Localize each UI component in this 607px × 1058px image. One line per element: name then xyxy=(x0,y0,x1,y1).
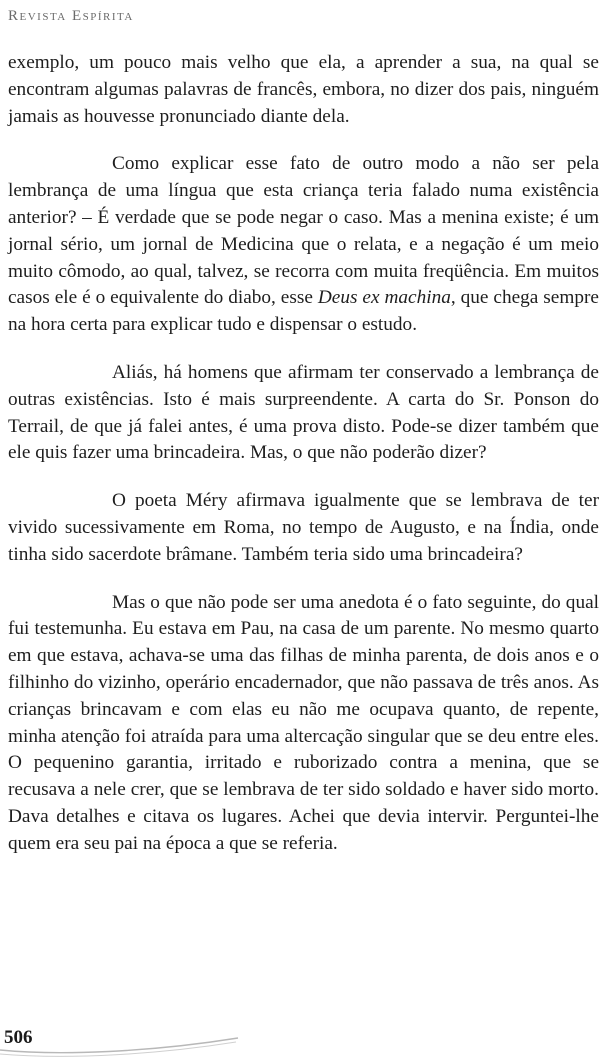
paragraph-1: exemplo, um pouco mais velho que ela, a aprender a sua, na qual se encontram algumas palavras de francês, embora, no dizer dos pais, ninguém jamais as houvesse pronunciado diante dela. xyxy=(8,52,599,127)
paragraph-2-text-start: Como explicar esse fato de outro modo a não ser pela lembrança de uma língua que esta criança teria falado numa existência anterior? – É verdade que se pode negar o caso. Mas a menina existe; é um jornal sério, um jornal de Medicina que o relata, e a negação é um meio muito cômodo, ao qual, talvez, se recorra com muita freqüência. Em muitos casos ele é o equivalente do diabo, esse xyxy=(8,153,599,309)
paragraph-2 xyxy=(8,151,599,339)
page-corner-swoosh xyxy=(0,1026,240,1058)
page-number: 506 xyxy=(4,1027,33,1048)
body-text xyxy=(8,50,599,858)
paragraph-4: O poeta Méry afirmava igualmente que se lembrava de ter vivido sucessivamente em Roma, no tempo de Augusto, e na Índia, onde tinha sido sacerdote brâmane. Também teria sido uma brincadeira? xyxy=(8,490,599,565)
paragraph-2-text-end: , que chega sempre na hora certa para explicar tudo e dispensar o estudo. xyxy=(8,287,599,336)
paragraph-5: Mas o que não pode ser uma anedota é o fato seguinte, do qual fui testemunha. Eu estava em Pau, na casa de um parente. No mesmo quarto em que estava, achava-se uma das filhas de minha parenta, de dois anos e o filhinho do vizinho, operário encadernador, que não passava de três anos. As crianças brincavam e com elas eu não me ocupava quanto, de repente, minha atenção foi atraída para uma altercação singular que se deu entre eles. O pequenino garantia, irritado e ruborizado contra a menina, que se recusava a nele crer, que se lembrava de ter sido soldado e haver sido morto. Dava detalhes e citava os lugares. Achei que devia intervir. Perguntei-lhe quem era seu pai na época a que se referia. xyxy=(8,591,599,854)
paragraph-3: Aliás, há homens que afirmam ter conservado a lembrança de outras existências. Isto é mais surpreendente. A carta do Sr. Ponson do Terrail, de que já falei antes, é uma prova disto. Pode-se dizer também que ele quis fazer uma brincadeira. Mas, o que não poderão dizer? xyxy=(8,361,599,464)
running-header: Revista Espírita xyxy=(8,8,134,24)
latin-phrase: Deus ex machina xyxy=(317,287,451,309)
